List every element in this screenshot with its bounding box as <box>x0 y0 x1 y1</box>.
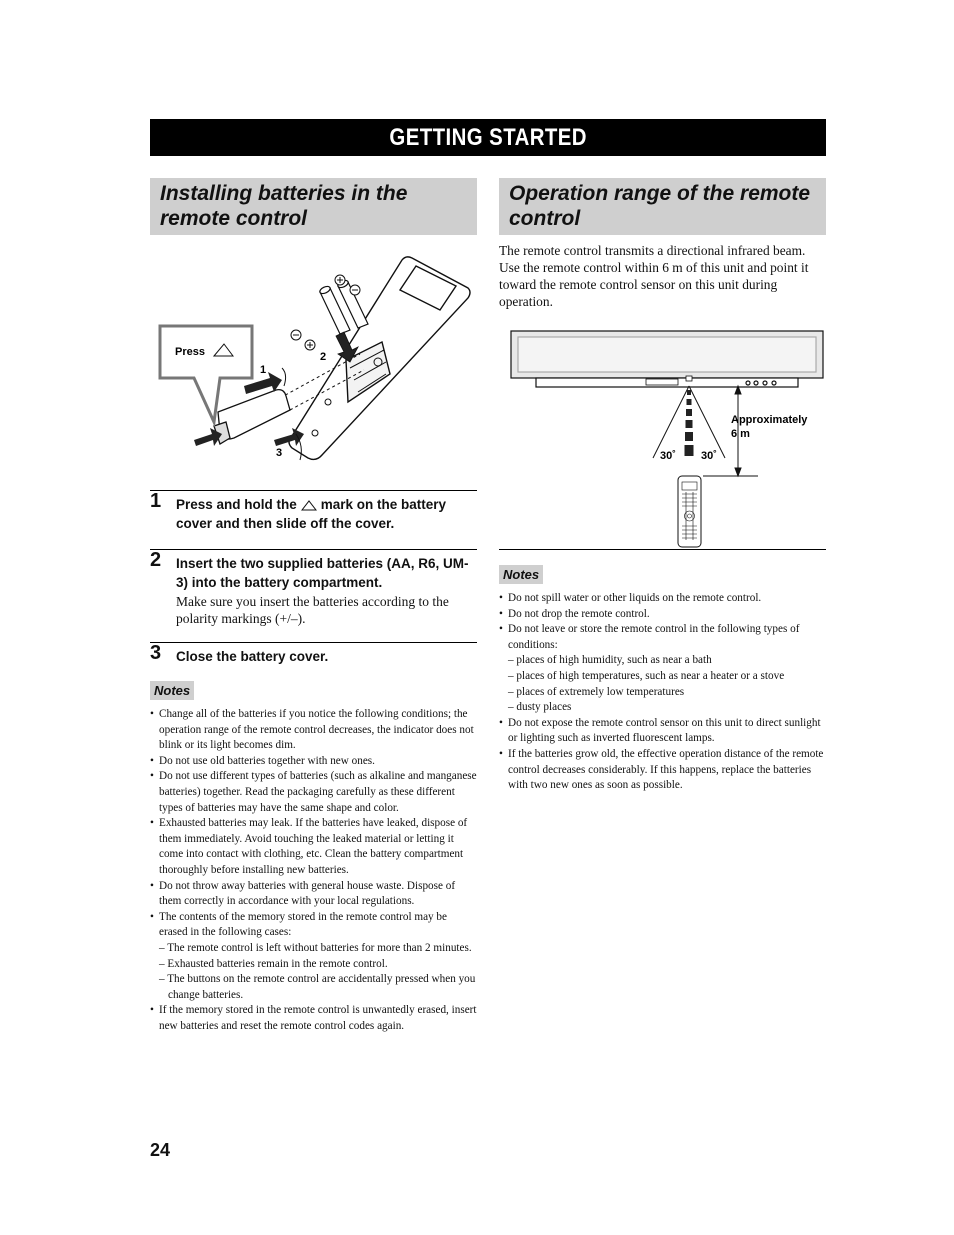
note-text: Change all of the batteries if you notice the following conditions; the operation range of the remote control decreases, the indicator does not blink or its light becomes dim. <box>159 708 474 752</box>
angle-label-right: 30˚ <box>701 450 717 462</box>
note-item <box>499 716 829 747</box>
note-text: If the memory stored in the remote control is unwantedly erased, insert new batteries and reset the remote control codes again. <box>159 1004 477 1032</box>
step-1-text-before: Press and hold the <box>176 497 297 512</box>
note-item <box>150 816 478 878</box>
figure-callout-3: 3 <box>276 447 283 459</box>
note-item <box>499 622 829 716</box>
notes-list-left <box>150 707 478 1034</box>
step-1-text-after: mark on the battery cover and then slide off the cover. <box>176 497 447 531</box>
step-2 <box>150 549 477 627</box>
note-text: Exhausted batteries may leak. If the batteries have leaked, dispose of them immediately. Avoid touching the leaked material or letting it come into contact with clothing, etc. Clean the battery compartment thoroughly before installing new batteries. <box>159 817 468 876</box>
note-item <box>150 910 478 1004</box>
note-subitem: – The remote control is left without batteries for more than 2 minutes. <box>159 941 472 954</box>
section-heading-installing-batteries: Installing batteries in the remote control <box>150 178 477 235</box>
step-number: 3 <box>150 642 162 664</box>
remote-control-icon <box>678 476 701 547</box>
step-text <box>176 491 477 533</box>
notes-label-left: Notes <box>150 681 194 700</box>
step-text: Close the battery cover. <box>176 649 329 664</box>
note-text: The contents of the memory stored in the remote control may be erased in the following cases: <box>159 910 447 939</box>
step-subtext: Make sure you insert the batteries according to the polarity markings (+/–). <box>176 594 449 626</box>
page-title-banner <box>150 119 826 156</box>
batteries-icon <box>319 279 368 334</box>
note-subitem: – places of extremely low temperatures <box>508 685 685 698</box>
page-number: 24 <box>150 1140 171 1160</box>
note-text: Do not spill water or other liquids on the remote control. <box>508 592 762 604</box>
infrared-beam-dashes <box>685 390 694 456</box>
note-text: If the batteries grow old, the effective operation distance of the remote control decreases considerably. If this happens, replace the batteries with two new ones as soon as possible. <box>508 747 824 792</box>
note-subitem: – places of high humidity, such as near a bath <box>508 654 712 667</box>
note-text: Do not use old batteries together with new ones. <box>159 754 375 767</box>
operation-range-body: The remote control transmits a directional infrared beam. Use the remote control within 6 m of this unit and point it toward the remote control sensor on this unit during operation. <box>499 243 809 310</box>
page-title: GETTING STARTED <box>389 124 587 151</box>
note-item <box>150 707 478 754</box>
notes-list-right <box>499 591 829 794</box>
note-item <box>150 769 478 816</box>
step-3 <box>150 642 477 666</box>
note-item <box>150 1003 478 1034</box>
remote-sensor-icon <box>686 376 692 381</box>
step-1 <box>150 490 477 533</box>
sound-unit <box>511 331 823 387</box>
note-subitem: – Exhausted batteries remain in the remote control. <box>159 957 388 970</box>
note-text: Do not expose the remote control sensor on this unit to direct sunlight or lighting such as inverted fluorescent lamps. <box>508 716 821 745</box>
battery-installation-illustration <box>150 250 480 465</box>
distance-label-line1: Approximately <box>731 414 808 426</box>
note-item <box>499 591 829 607</box>
note-item <box>499 747 829 794</box>
distance-label-line2: 6 m <box>731 428 750 440</box>
step-text: Insert the two supplied batteries (AA, R6, UM-3) into the battery compartment. <box>176 556 469 590</box>
note-subitem: – places of high temperatures, such as near a heater or a stove <box>508 669 785 682</box>
figure-callout-1: 1 <box>260 364 267 376</box>
angle-label-left: 30˚ <box>660 450 676 462</box>
divider <box>499 549 826 550</box>
note-text: Do not leave or store the remote control in the following types of conditions: <box>508 623 800 651</box>
note-item <box>150 879 478 910</box>
step-number: 2 <box>150 549 162 571</box>
note-subitem: – The buttons on the remote control are accidentally pressed when you change batteries. <box>159 973 476 1001</box>
notes-label-right: Notes <box>499 565 543 584</box>
triangle-icon <box>301 500 317 511</box>
battery-cover <box>214 390 290 444</box>
press-label: Press <box>175 346 205 358</box>
note-subitem: – dusty places <box>508 701 572 714</box>
note-item <box>499 607 829 623</box>
note-text: Do not use different types of batteries (such as alkaline and manganese batteries) together. Read the packaging carefully as these different types of batteries may have the same shape and color. <box>159 770 477 814</box>
figure-callout-2: 2 <box>320 351 327 363</box>
note-item <box>150 754 478 770</box>
note-text: Do not drop the remote control. <box>508 607 650 620</box>
step-number: 1 <box>150 490 162 512</box>
operation-range-illustration <box>508 328 828 553</box>
note-text: Do not throw away batteries with general house waste. Dispose of them correctly in accordance with your local regulations. <box>159 879 456 908</box>
section-heading-operation-range: Operation range of the remote control <box>499 178 826 235</box>
